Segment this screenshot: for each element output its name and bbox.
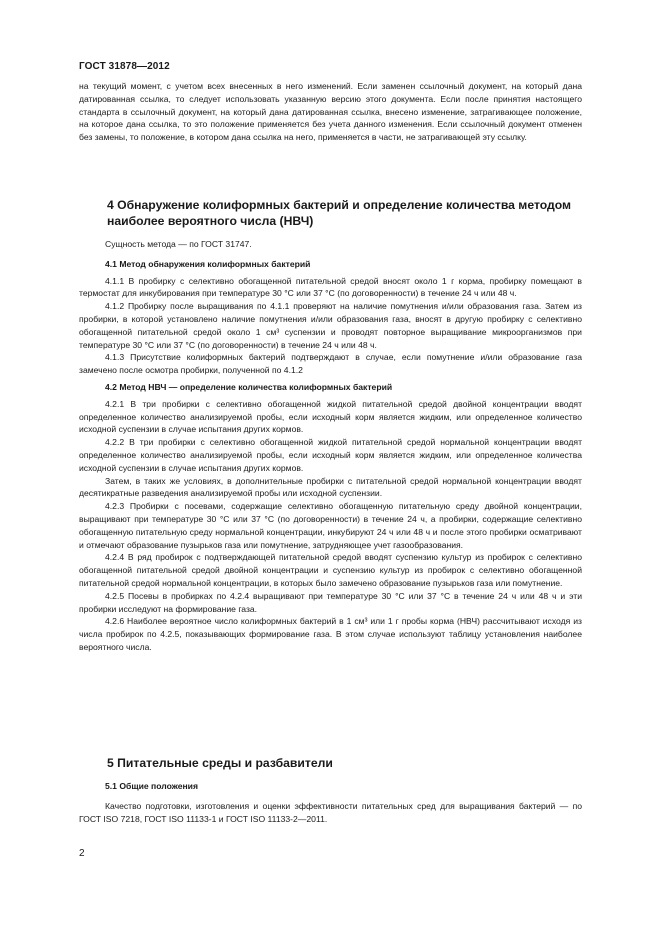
paragraph-4-2-2: 4.2.2 В три пробирки с селективно обогащенной жидкой питательной средой нормальной концентрации вводят определенное количество анализируемой пробы, если исходный корм является жидким, или определенное количества исходной суспензии в случае испытания других кормов. (79, 437, 582, 473)
document-header: ГОСТ 31878—2012 (79, 61, 170, 72)
paragraph-5-1: Качество подготовки, изготовления и оценки эффективности питательных сред для выращивания бактерий — по ГОСТ ISO 7218, ГОСТ ISO 11133-1 и ГОСТ ISO 11133-2—2011. (79, 800, 582, 824)
section-4-title: 4 Обнаружение колиформных бактерий и определение количества методом наиболее вероятного числа (НВЧ) (107, 198, 572, 228)
subsection-4-1-title: 4.1 Метод обнаружения колиформных бактерий (105, 258, 311, 269)
section-5-body (79, 780, 582, 825)
paragraph-4-2-6: 4.2.6 Наиболее вероятное число колиформных бактерий в 1 см³ или 1 г пробы корма (НВЧ) рассчитывают исходя из числа пробирок по 4.2.5, показывающих формирование газа. В этом случае используют таблицу установления наиболее вероятного числа. (79, 616, 582, 652)
subsection-4-2-title: 4.2 Метод НВЧ — определение количества колиформных бактерий (105, 381, 393, 392)
paragraph-4-1-3: 4.1.3 Присутствие колиформных бактерий подтверждают в случае, если помутнение и/или образование газа замечено после осмотра пробирки, полученной по 4.1.2 (79, 352, 582, 376)
paragraph-4-2-3: 4.2.3 Пробирки с посевами, содержащие селективно обогащенную питательную среду двойной концентрации, выращивают при температуре 30 °С или 37 °С (по договоренности) в течение 24 ч, а пробирки, содержащие селективно обогащенную питательную среду нормальной концентрации, инкубируют 24 ч или 48 ч и после этого пробирки осматривают и отмечают образование пузырьков газа или помутнение, затрудняющее учет газообразования. (79, 501, 582, 550)
paragraph-4-2-2-continued: Затем, в таких же условиях, в дополнительные пробирки с питательной средой нормальной концентрации вводят десятикратные разведения анализируемой пробы или исходной суспензии. (79, 475, 582, 499)
intro-block (79, 80, 582, 144)
paragraph-4-2-1: 4.2.1 В три пробирки с селективно обогащенной жидкой питательной средой двойной концентрации вводят определенное количество анализируемой пробы, если исходный корм является жидким, или определенное количество исходной суспензии в случае испытания других кормов. (79, 398, 582, 435)
paragraph-4-1-2: 4.1.2 Пробирку после выращивания по 4.1.1 проверяют на наличие помутнения и/или образования газа. Затем из пробирки, в которой установлено наличие помутнения и/или образования газа, вносят в другую пробирку с селективно обогащенной питательной средой около 1 см³ суспензии и проводят повторное выращивание микроорганизмов при температуре 30 °С или 37 °С (по договоренности) в течение 24 ч или 48 ч. (79, 301, 582, 350)
method-essence: Сущность метода — по ГОСТ 31747. (105, 239, 252, 249)
section-5-title: 5 Питательные среды и разбавители (107, 756, 333, 770)
subsection-5-1-title: 5.1 Общие положения (105, 781, 198, 791)
paragraph-4-2-5: 4.2.5 Посевы в пробирках по 4.2.4 выращивают при температуре 30 °С или 37 °С в течение 24 ч или 48 ч и эти пробирки исследуют на формирование газа. (79, 590, 582, 614)
page-number: 2 (79, 848, 85, 859)
paragraph-4-2-4: 4.2.4 В ряд пробирок с подтверждающей питательной средой вводят суспензию культур из пробирок с селективно обогащенной питательной средой двойной концентрации и суспензию культур из пробирок с селективно обогащенной питательной средой нормальной концентрации, в которых было замечено образование пузырьков газа или помутнение. (79, 552, 582, 588)
section-4-body (79, 238, 582, 654)
intro-paragraph: на текущий момент, с учетом всех внесенных в него изменений. Если заменен ссылочный документ, на который дана датированная ссылка, то следует использовать указанную версию этого документа. Если после принятия настоящего стандарта в ссылочный документ, на который дана датированная ссылка, внесено изменение, затрагивающее положение, на которое дана ссылка, то это положение применяется без учета данного изменения. Если ссылочный документ отменен без замены, то положение, в котором дана ссылка на него, применяется в части, не затрагивающей эту ссылку. (79, 81, 582, 143)
paragraph-4-1-1: 4.1.1 В пробирку с селективно обогащенной питательной средой вносят около 1 г корма, пробирку помещают в термостат для инкубирования при температуре 30 °С или 37 °С (по договоренности) в течение 24 ч или 48 ч. (79, 275, 582, 299)
